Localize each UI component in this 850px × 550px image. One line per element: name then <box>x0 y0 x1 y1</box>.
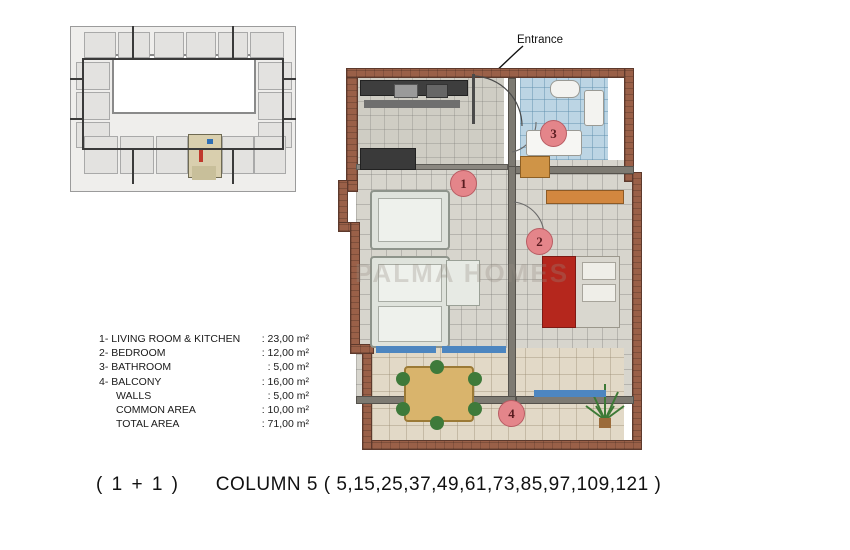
legend-item <box>99 332 309 346</box>
wall-exterior-bottom <box>362 440 642 450</box>
unit-type-label: ( 1 + 1 ) <box>96 474 180 495</box>
legend-label: 4- BALCONY <box>99 375 162 388</box>
legend-value: : 10,00 m² <box>261 404 309 417</box>
key-plan-wall <box>70 118 84 120</box>
balcony-chair <box>468 372 482 386</box>
balcony-plant-icon <box>582 372 628 430</box>
key-plan-unit <box>258 62 292 90</box>
key-plan-unit <box>120 136 154 174</box>
key-plan-wall <box>282 58 284 150</box>
area-legend <box>99 332 309 431</box>
legend-value: : 12,00 m² <box>261 347 309 360</box>
key-plan-marker-blue <box>207 139 213 144</box>
key-plan-unit <box>156 136 188 174</box>
kitchen-stove <box>426 84 448 98</box>
key-plan-marker-red <box>199 149 203 162</box>
room-marker-3: 3 <box>540 120 567 147</box>
legend-item <box>99 417 309 431</box>
legend-item <box>99 375 309 389</box>
balcony-chair <box>396 372 410 386</box>
room-marker-1: 1 <box>450 170 477 197</box>
key-plan-wall <box>82 58 84 150</box>
legend-label: 2- BEDROOM <box>99 347 166 360</box>
legend-value: : 23,00 m² <box>261 333 309 345</box>
balcony-table <box>404 366 474 422</box>
legend-label: TOTAL AREA <box>116 418 180 431</box>
key-plan-unit <box>250 32 284 58</box>
bathroom-cabinet <box>520 156 550 178</box>
balcony-chair <box>468 402 482 416</box>
legend-item <box>99 403 309 417</box>
key-plan-unit <box>118 32 150 58</box>
key-plan-wall <box>82 58 284 60</box>
key-plan-unit <box>84 32 116 58</box>
legend-value: : 5,00 m² <box>267 361 309 374</box>
legend-label: 3- BATHROOM <box>99 361 172 374</box>
key-plan-wall <box>282 118 296 120</box>
balcony-chair <box>430 416 444 430</box>
building-key-plan <box>62 18 302 198</box>
key-plan-unit <box>258 92 292 120</box>
key-plan-unit <box>154 32 184 58</box>
balcony-rail-right <box>534 390 606 397</box>
key-plan-courtyard <box>112 54 256 114</box>
balcony-rail-left <box>376 346 436 353</box>
key-plan-wall <box>132 26 134 58</box>
key-plan-highlight-balcony <box>192 166 216 180</box>
key-plan-wall <box>132 150 134 184</box>
key-plan-wall <box>70 78 84 80</box>
balcony-chair <box>396 402 410 416</box>
sofa-armchair-cushion <box>378 198 442 242</box>
wall-exterior-left-top <box>346 68 358 188</box>
legend-item <box>99 389 309 403</box>
legend-value: : 16,00 m² <box>261 375 309 388</box>
shower-tray <box>584 90 604 126</box>
kitchen-counter-edge <box>364 100 460 108</box>
legend-label: 1- LIVING ROOM & KITCHEN <box>99 333 241 345</box>
kitchen-sink <box>394 84 418 98</box>
wall-exterior-right <box>632 172 642 450</box>
balcony-rail-mid <box>442 346 506 353</box>
balcony-chair <box>430 360 444 374</box>
plan-caption <box>96 474 661 496</box>
kitchen-counter-lower <box>360 148 416 170</box>
key-plan-unit <box>186 32 216 58</box>
pillow-1 <box>582 262 616 280</box>
wardrobe <box>546 190 624 204</box>
key-plan-wall <box>282 78 296 80</box>
sofa-cushion-2 <box>378 306 442 342</box>
entrance-label: Entrance <box>517 34 564 46</box>
legend-item <box>99 360 309 374</box>
key-plan-wall <box>82 148 284 150</box>
legend-label: COMMON AREA <box>116 404 196 417</box>
key-plan-wall <box>232 150 234 184</box>
legend-label: WALLS <box>116 389 152 402</box>
room-marker-2: 2 <box>526 228 553 255</box>
pillow-2 <box>582 284 616 302</box>
key-plan-wall <box>232 26 234 58</box>
room-marker-4: 4 <box>498 400 525 427</box>
column-label: COLUMN 5 ( 5,15,25,37,49,61,73,85,97,109,121 ) <box>215 474 662 495</box>
washbasin <box>550 80 580 98</box>
wall-exterior-right-top <box>624 68 634 180</box>
key-plan-unit <box>222 136 254 174</box>
watermark: PALMA HOMES <box>355 258 570 288</box>
legend-item <box>99 346 309 360</box>
legend-value: : 71,00 m² <box>261 418 309 431</box>
legend-value: : 5,00 m² <box>267 389 309 402</box>
key-plan-unit <box>84 136 118 174</box>
